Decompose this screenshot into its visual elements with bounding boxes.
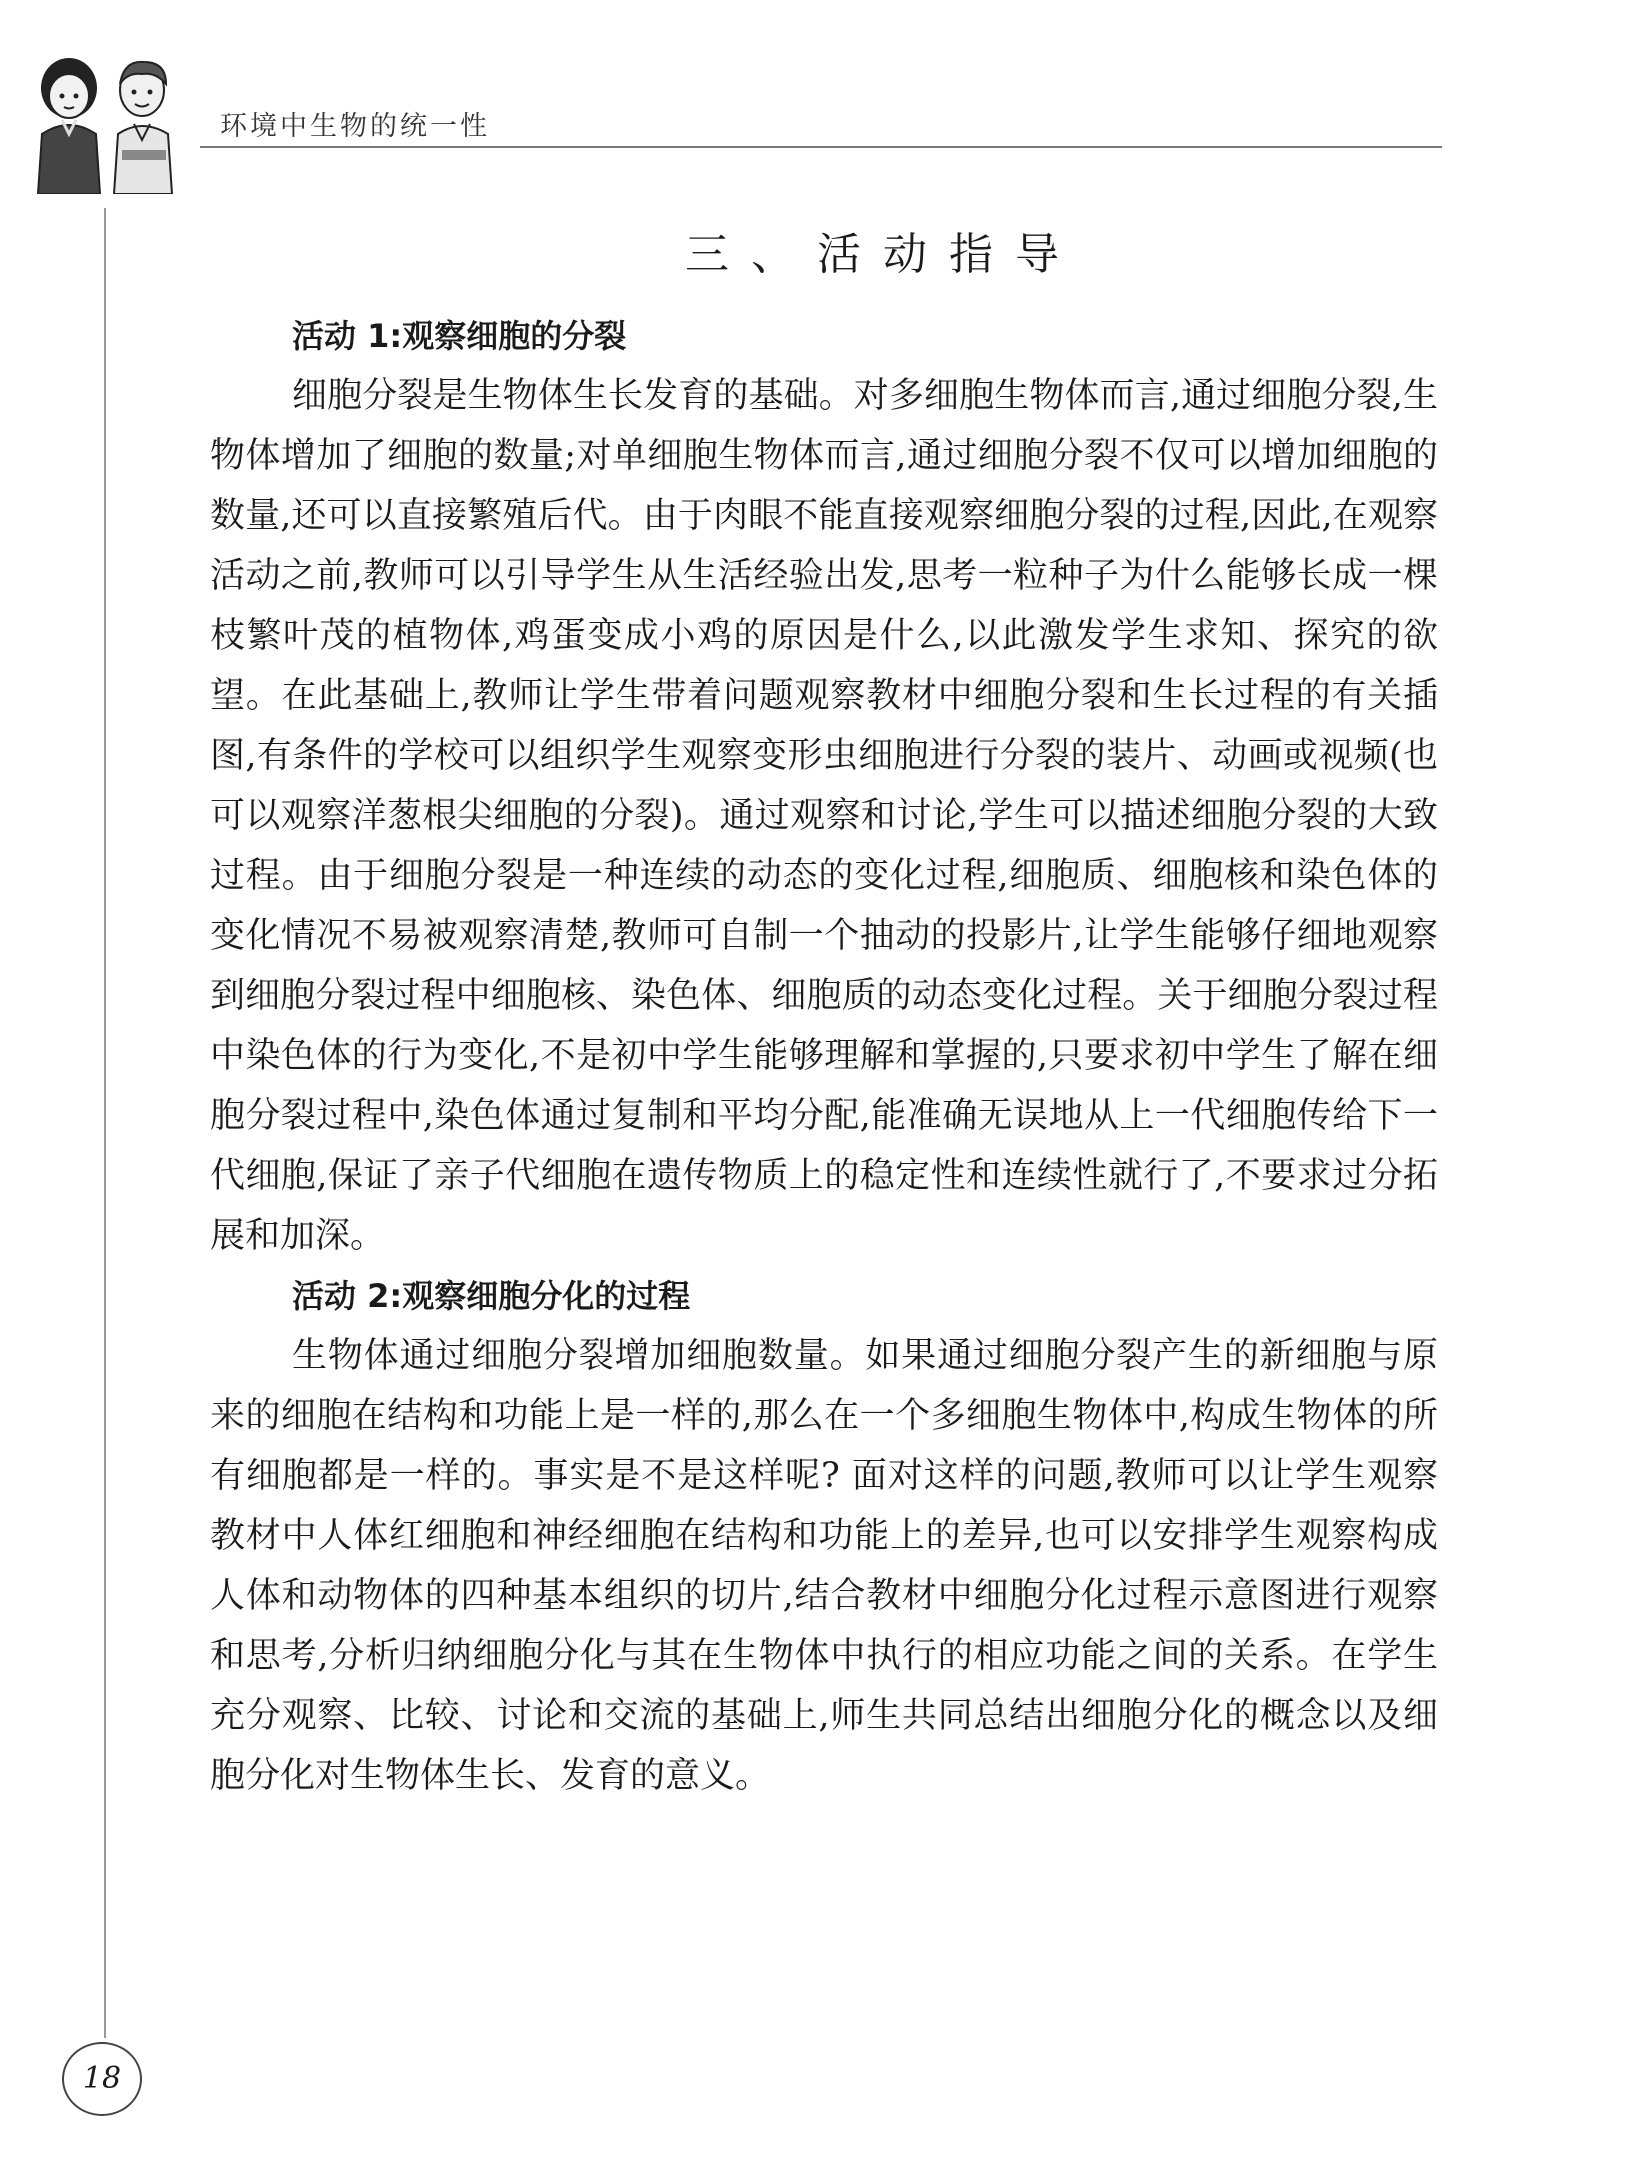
two-cartoon-students-icon <box>24 54 194 194</box>
main-content <box>210 306 1438 1806</box>
section-title: 三、活动指导 <box>685 229 1081 280</box>
activity-2-paragraph: 生物体通过细胞分裂增加细胞数量。如果通过细胞分裂产生的新细胞与原来的细胞在结构和功能上是一样的,那么在一个多细胞生物体中,构成生物体的所有细胞都是一样的。事实是不是这样呢? 面对这样的问题,教师可以让学生观察教材中人体红细胞和神经细胞在结构和功能上的差异,也可以安排学生观察构成人体和动物体的四种基本组织的切片,结合教材中细胞分化过程示意图进行观察和思考,分析归纳细胞分化与其在生物体中执行的相应功能之间的关系。在学生充分观察、比较、讨论和交流的基础上,师生共同总结出细胞分化的概念以及细胞分化对生物体生长、发育的意义。 <box>210 1336 1438 1796</box>
activity-1-paragraph: 细胞分裂是生物体生长发育的基础。对多细胞生物体而言,通过细胞分裂,生物体增加了细胞的数量;对单细胞生物体而言,通过细胞分裂不仅可以增加细胞的数量,还可以直接繁殖后代。由于肉眼不能直接观察细胞分裂的过程,因此,在观察活动之前,教师可以引导学生从生活经验出发,思考一粒种子为什么能够长成一棵枝繁叶茂的植物体,鸡蛋变成小鸡的原因是什么,以此激发学生求知、探究的欲望。在此基础上,教师让学生带着问题观察教材中细胞分裂和生长过程的有关插图,有条件的学校可以组织学生观察变形虫细胞进行分裂的装片、动画或视频(也可以观察洋葱根尖细胞的分裂)。通过观察和讨论,学生可以描述细胞分裂的大致过程。由于细胞分裂是一种连续的动态的变化过程,细胞质、细胞核和染色体的变化情况不易被观察清楚,教师可自制一个抽动的投影片,让学生能够仔细地观察到细胞分裂过程中细胞核、染色体、细胞质的动态变化过程。关于细胞分裂过程中染色体的行为变化,不是初中学生能够理解和掌握的,只要求初中学生了解在细胞分裂过程中,染色体通过复制和平均分配,能准确无误地从上一代细胞传给下一代细胞,保证了亲子代细胞在遗传物质上的稳定性和连续性就行了,不要求过分拓展和加深。 <box>210 376 1438 1256</box>
activity-2-title: 活动 2:观察细胞分化的过程 <box>292 1277 691 1315</box>
header-divider <box>200 146 1442 148</box>
running-header-title: 环境中生物的统一性 <box>220 111 490 142</box>
left-margin-rule <box>104 208 106 2038</box>
page-number: 18 <box>62 2042 142 2116</box>
activity-1-title: 活动 1:观察细胞的分裂 <box>292 317 627 355</box>
